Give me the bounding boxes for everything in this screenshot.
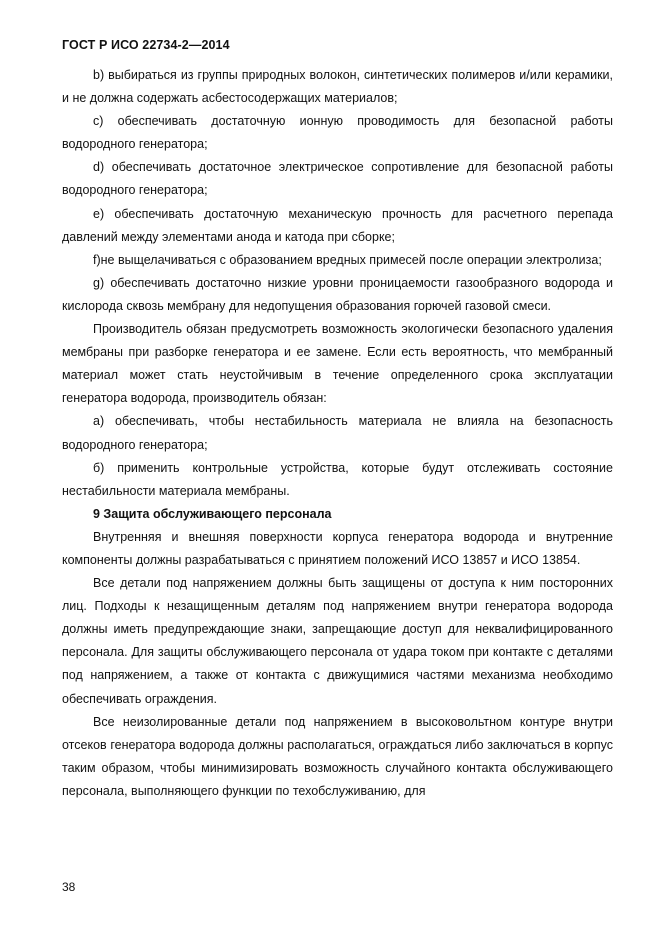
list-item-f: f)не выщелачиваться с образованием вредных примесей после операции электролиза; (93, 252, 602, 267)
list-item-b: b) выбираться из группы природных волокон, синтетических полимеров и/или керамики, и не должна содержать асбестосодержащих материалов; (62, 68, 613, 106)
section-paragraph: Все детали под напряжением должны быть защищены от доступа к ним посторонних лиц. Подходы к незащищенным деталям под напряжением внутри генератора водорода должны иметь предупреждающие знаки, запрещающие доступ для неквалифицированного персонала. Для защиты обслуживающего персонала от удара током при контакте с деталями под напряжением, а также от контакта с движущимися частями механизма необходимо обеспечивать ограждения. (62, 576, 613, 706)
list-item-a-cyr: а) обеспечивать, чтобы нестабильность материала не влияла на безопасность водородного генератора; (62, 414, 613, 452)
paragraph-manufacturer: Производитель обязан предусмотреть возможность экологически безопасного удаления мембраны при разборке генератора и ее замене. Если есть вероятность, что мембранный материал может стать неустойчивым в течение определенного срока эксплуатации генератора водорода, производитель обязан: (62, 322, 613, 406)
page-number: 38 (62, 880, 76, 894)
list-item-d: d) обеспечивать достаточное электрическое сопротивление для безопасной работы водородного генератора; (62, 160, 613, 198)
section-paragraph: Внутренняя и внешняя поверхности корпуса генератора водорода и внутренние компоненты должны разрабатываться с принятием положений ИСО 13857 и ИСО 13854. (62, 529, 613, 567)
list-item-g: g) обеспечивать достаточно низкие уровни проницаемости газообразного водорода и кислорода сквозь мембрану для недопущения образования горючей газовой смеси. (62, 275, 613, 313)
list-item-c: c) обеспечивать достаточную ионную проводимость для безопасной работы водородного генератора; (62, 114, 613, 152)
page-body (62, 64, 613, 803)
section-heading: 9 Защита обслуживающего персонала (93, 506, 332, 521)
section-paragraph: Все неизолированные детали под напряжением в высоковольтном контуре внутри отсеков генератора водорода должны располагаться, ограждаться либо заключаться в корпус таким образом, чтобы минимизировать возможность случайного контакта обслуживающего персонала, выполняющего функции по техобслуживанию, для (62, 714, 613, 798)
document-header: ГОСТ Р ИСО 22734-2—2014 (62, 38, 230, 52)
list-item-b-cyr: б) применить контрольные устройства, которые будут отслеживать состояние нестабильности материала мембраны. (62, 460, 613, 498)
list-item-e: e) обеспечивать достаточную механическую прочность для расчетного перепада давлений между элементами анода и катода при сборке; (62, 206, 613, 244)
